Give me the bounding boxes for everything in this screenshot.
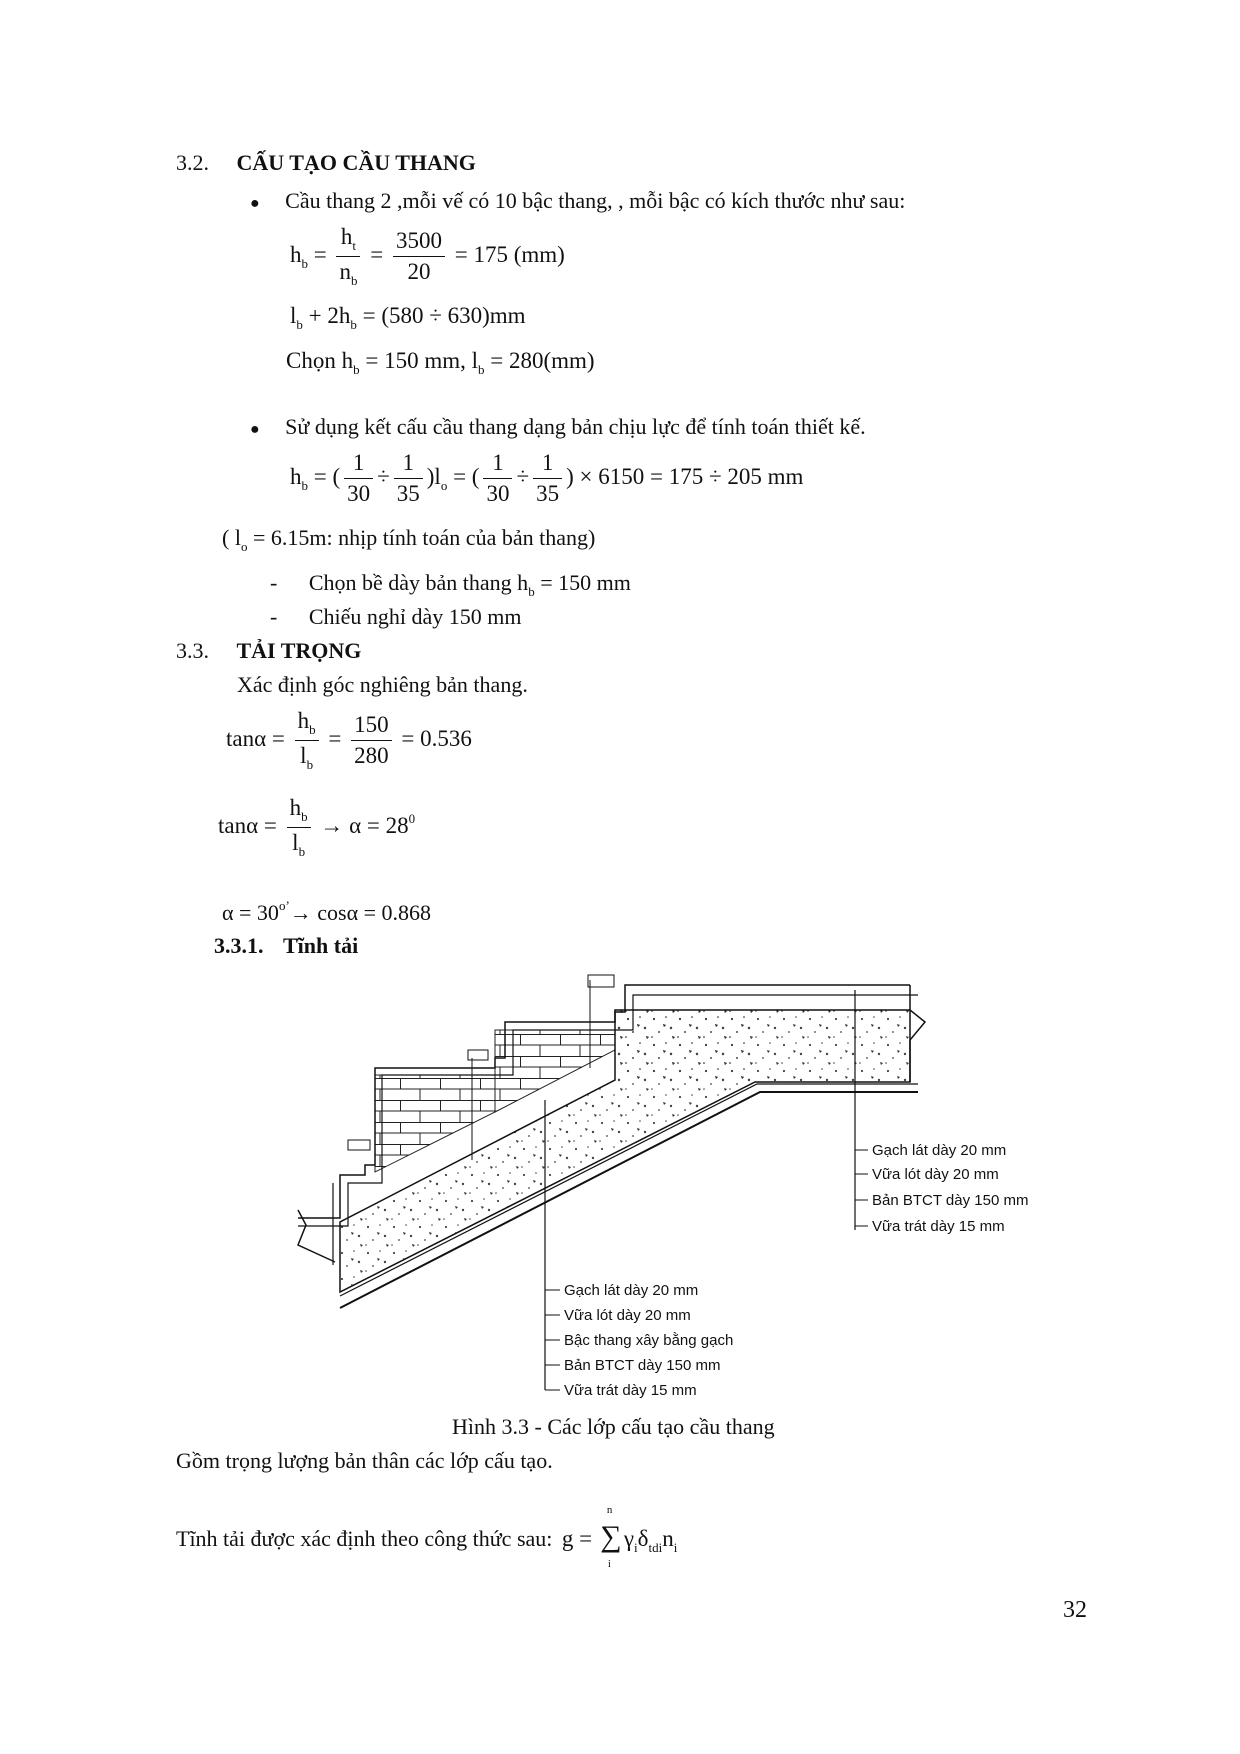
body-text: Gồm trọng lượng bản thân các lớp cấu tạo.: [176, 1448, 553, 1473]
figure-label-bottom: Bậc thang xây bằng gạch: [564, 1332, 734, 1349]
figure-label-right: Gạch lát dày 20 mm: [872, 1142, 1007, 1159]
figure-label-bottom: Vữa trát dày 15 mm: [564, 1382, 697, 1399]
section-number: 3.2.: [176, 150, 209, 175]
figure-label-bottom: Bản BTCT dày 150 mm: [564, 1357, 721, 1374]
equation-alpha: tanα = $\frac{h_b}{l_b}$ → $\alpha = 28^0$: [218, 795, 416, 859]
equation-hb-range: $h_b$ = ( $\frac{1}{30}$ ÷ $\frac{1}{35}$ )$l_o$ = ( $\frac{1}{30}$ ÷ $\frac{1}{35}$ ) × 6150 = 175 ÷ 205 mm: [290, 450, 804, 506]
figure-label-right: Vữa trát dày 15 mm: [872, 1218, 1005, 1235]
formula-line: Tĩnh tải được xác định theo công thức sau: g = n ∑ i $\gamma_i\delta_{tdi}n_i$: [176, 1504, 678, 1570]
section-3-3-1-heading: 3.3.1. Tĩnh tải: [214, 933, 359, 958]
figure-label-right: Vữa lót dày 20 mm: [872, 1166, 999, 1183]
bullet-icon: ●: [250, 421, 260, 438]
figure-caption: Hình 3.3 - Các lớp cấu tạo cầu thang: [452, 1414, 775, 1439]
staircase-drawing: [298, 975, 925, 1390]
note-lo: ( $l_o = 6.15m$: nhịp tính toán của bản thang): [222, 525, 596, 554]
intro-text: Xác định góc nghiêng bản thang.: [237, 672, 528, 697]
choose-line: Chọn $h_b = 150$ mm, $l_b = 280(mm)$: [286, 348, 595, 377]
equation-lb: $l_b + 2h_b = (580 \div 630)mm$: [290, 303, 526, 332]
equation-tan: tanα = $\frac{h_b}{l_b}$ = $\frac{150}{280}$ = 0.536: [226, 708, 472, 772]
alpha-line: $\alpha = 30^{o’}\to \cos\alpha = 0.868$: [222, 898, 432, 925]
dash-item: - Chọn bề dày bản thang $h_b = 150$ mm: [270, 570, 631, 599]
bullet-icon: ●: [250, 195, 260, 212]
figure-label-bottom: Vữa lót dày 20 mm: [564, 1307, 691, 1324]
section-title: CẤU TẠO CẦU THANG: [236, 150, 476, 175]
page-number: 32: [1063, 1597, 1087, 1623]
section-title: TẢI TRỌNG: [236, 638, 362, 663]
bullet-text: Sử dụng kết cấu cầu thang dạng bản chịu lực để tính toán thiết kế.: [285, 414, 866, 439]
figure-label-bottom: Gạch lát dày 20 mm: [564, 1282, 699, 1299]
section-number: 3.3.: [176, 638, 209, 663]
dash-item: - Chiếu nghỉ dày 150 mm: [270, 604, 522, 629]
equation-hb: $h_b$ = $\frac{h_t}{n_b}$ = $\frac{3500}{20}$ = 175 (mm): [290, 224, 565, 288]
bullet-text: Cầu thang 2 ,mỗi vế có 10 bậc thang, , mỗi bậc có kích thước như sau:: [285, 188, 906, 213]
figure-label-right: Bản BTCT dày 150 mm: [872, 1192, 1029, 1209]
